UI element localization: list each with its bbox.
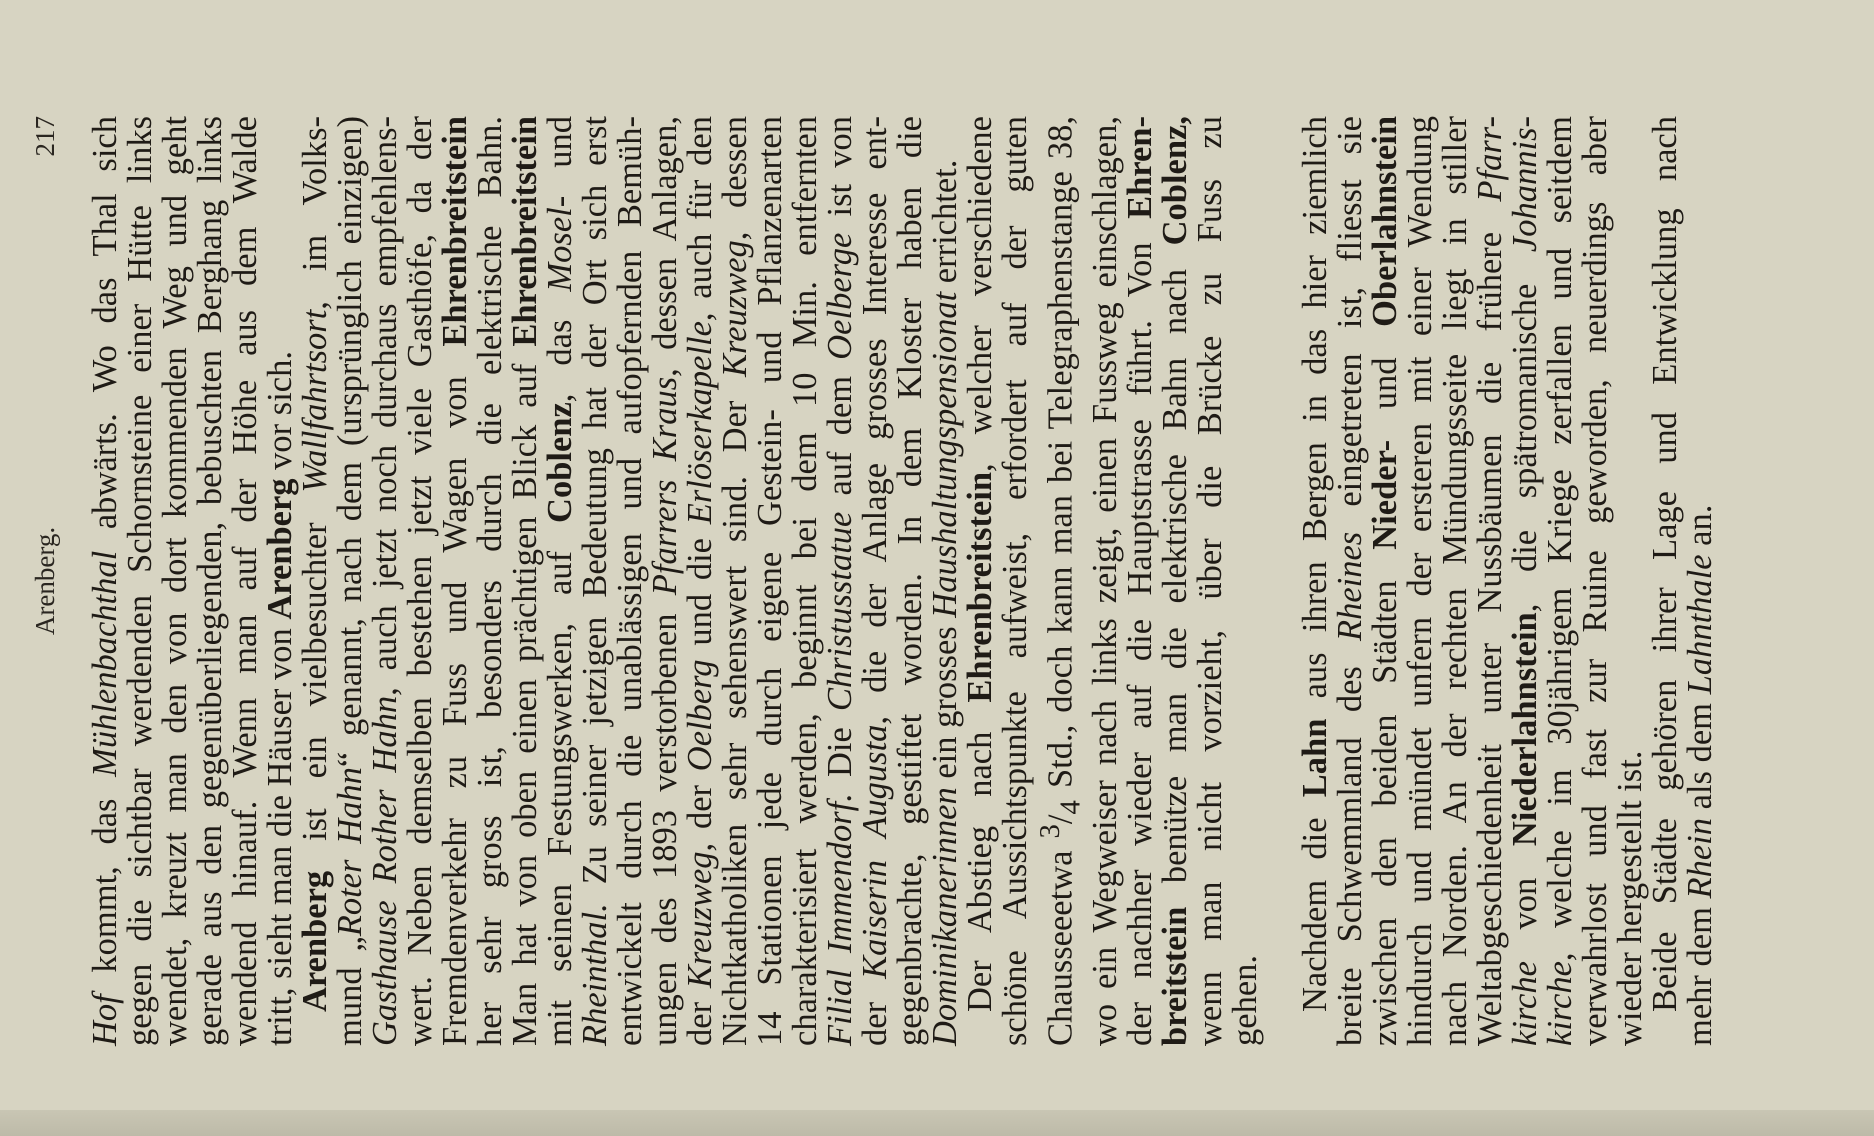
paragraph-p5: [1648, 116, 1718, 1046]
text-line: breite Schwemmland des Rheines eingetreten ist, fliesst sie: [1331, 116, 1370, 1046]
text-line: wieder hergestellt ist.: [1611, 750, 1650, 1046]
text-line: gegenbrachte, gestiftet worden. In dem Kloster haben die: [891, 116, 929, 1046]
text-line: nach Norden. An der rechten Mündungsseite liegt in stiller: [1436, 116, 1475, 1046]
text-line: entwickelt durch die unablässigen und aufopfernden Bemüh-: [611, 116, 649, 1046]
text-line: Hof kommt, das Mühlenbachthal abwärts. Wo das Thal sich: [86, 116, 124, 1046]
text-line: Der Abstieg nach Ehrenbreitstein, welcher verschiedene: [961, 116, 999, 1012]
text-line: kirche, welche im 30jährigem Kriege zerfallen und seitdem: [1541, 116, 1580, 1046]
text-line: der nachher wieder auf die Hauptstrasse führt. Von Ehren-: [1121, 116, 1160, 1046]
text-line: gerade aus den gegenüberliegenden, bebuschten Berghang links: [191, 116, 229, 1046]
running-head: [30, 116, 70, 1046]
text-line: 14 Stationen jede durch eigene Gestein- und Pflanzenarten: [751, 116, 789, 1046]
text-line: breitstein benütze man die elektrische Bahn nach Coblenz,: [1156, 116, 1195, 1046]
text-line: Filial Immendorf. Die Christusstatue auf dem Oelberge ist von: [821, 116, 859, 1046]
paragraph-p1: [88, 116, 298, 1046]
text-line: charakterisiert werden, beginnt bei dem 10 Min. entfernten: [786, 116, 824, 1046]
text-line: tritt, sieht man die Häuser von Arenberg vor sich.: [261, 351, 299, 1046]
page-number: 217: [30, 116, 60, 157]
text-line: Dominikanerinnen ein grosses Haushaltungspensionat errichtet.: [926, 159, 964, 1046]
text-line: Arenberg ist ein vielbesuchter Wallfahrtsort, im Volks-: [296, 116, 334, 1012]
running-head-title: Arenberg.: [30, 526, 60, 636]
text-line: mehr dem Rhein als dem Lahnthale an.: [1681, 504, 1720, 1046]
text-line: Man hat von oben einen prächtigen Blick auf Ehrenbreitstein: [506, 116, 544, 1046]
text-line: der Kreuzweg, der Oelberg und die Erlöserkapelle, auch für den: [681, 116, 719, 1046]
text-line: ungen des 1893 verstorbenen Pfarrers Kraus, dessen Anlagen,: [646, 116, 684, 1046]
text-line: Beide Städte gehören ihrer Lage und Entwicklung nach: [1646, 116, 1685, 1012]
text-line: her sehr gross ist, besonders durch die elektrische Bahn.: [471, 116, 509, 1046]
text-line: Chausseeetwa $^3/_4$ Std., doch kann man bei Telegraphenstange 38,: [1034, 116, 1087, 1046]
text-line: Weltabgeschiedenheit unter Nussbäumen die frühere Pfarr-: [1471, 116, 1510, 1046]
text-line: schöne Aussichtspunkte aufweist, erfordert auf der guten: [996, 116, 1034, 1046]
text-line: gegen die sichtbar werdenden Schornsteine einer Hütte links: [121, 116, 159, 1046]
page-edge-shadow: [0, 1110, 1874, 1136]
paragraph-p2: [298, 116, 963, 1046]
text-line: Nichtkatholiken sehr sehenswert sind. Der Kreuzweg, dessen: [716, 116, 754, 1046]
text-line: wendet, kreuzt man den von dort kommenden Weg und geht: [156, 116, 194, 1046]
body-text: [88, 116, 1718, 1046]
text-line: verwahrlost und fast zur Ruine geworden, neuerdings aber: [1576, 116, 1615, 1046]
text-line: Fremdenverkehr zu Fuss und Wagen von Ehrenbreitstein: [436, 116, 474, 1046]
text-line: Gasthause Rother Hahn, auch jetzt noch durchaus empfehlens-: [366, 116, 404, 1046]
text-line: zwischen den beiden Städten Nieder- und Oberlahnstein: [1366, 115, 1405, 1046]
text-line: wenn man nicht vorzieht, über die Brücke zu Fuss zu: [1191, 116, 1230, 1046]
text-line: Nachdem die Lahn aus ihren Bergen in das hier ziemlich: [1296, 116, 1335, 1012]
text-line: mund „Roter Hahn“ genannt, nach dem (ursprünglich einzigen): [331, 116, 369, 1046]
text-line: wendend hinauf. Wenn man auf der Höhe aus dem Walde: [226, 116, 264, 1046]
text-line: kirche von Niederlahnstein, die spätromanische Johannis-: [1506, 115, 1545, 1046]
text-line: gehen.: [1226, 954, 1265, 1046]
text-line: Rheinthal. Zu seiner jetzigen Bedeutung hat der Ort sich erst: [576, 116, 614, 1046]
paragraph-p3: [963, 116, 1263, 1046]
text-line: der Kaiserin Augusta, die der Anlage grosses Interesse ent-: [856, 116, 894, 1046]
text-line: wert. Neben demselben bestehen jetzt viele Gasthöfe, da der: [401, 116, 439, 1046]
paragraph-p4: [1298, 116, 1648, 1046]
text-line: hindurch und mündet unfern der ersteren mit einer Wendung: [1401, 116, 1440, 1046]
text-line: wo ein Wegweiser nach links zeigt, einen Fussweg einschlagen,: [1086, 116, 1125, 1046]
text-line: mit seinen Festungswerken, auf Coblenz, das Mosel- und: [541, 116, 579, 1046]
